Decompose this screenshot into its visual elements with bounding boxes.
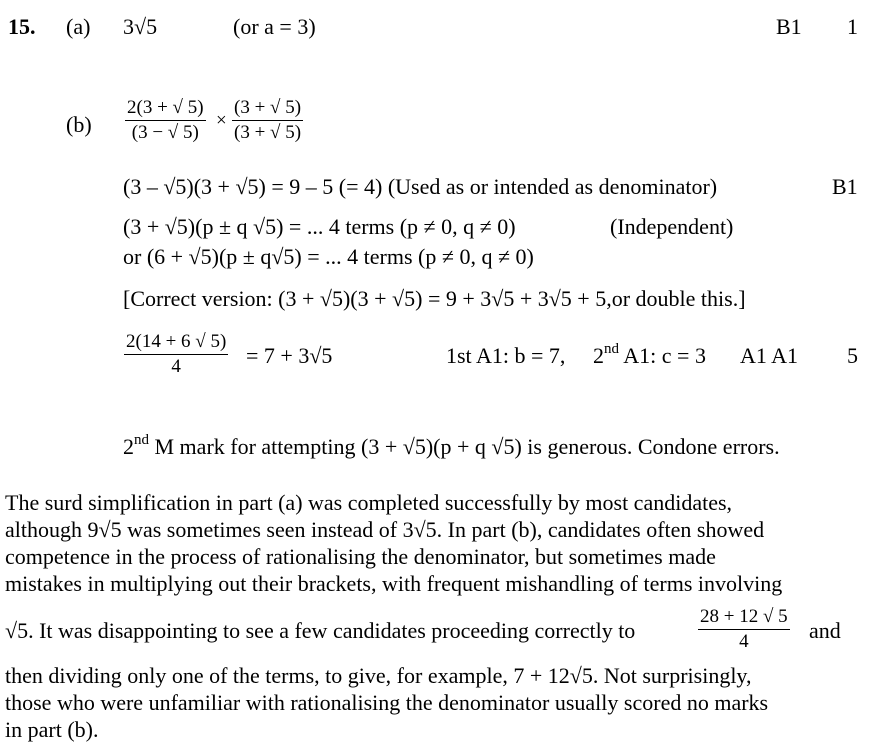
report-fraction-denominator: 4 — [739, 631, 749, 652]
part-a-alt: (or a = 3) — [233, 14, 316, 39]
second-a1-mark — [593, 340, 706, 369]
report-fraction — [698, 606, 790, 653]
report-line-2: although 9√5 was sometimes seen instead of 3√5. In part (b), candidates often showed — [5, 517, 765, 542]
four-terms-line: (3 + √5)(p ± q √5) = ... 4 terms (p ≠ 0, q ≠ 0) — [123, 214, 516, 239]
report-line-3: competence in the process of rationalising the denominator, but sometimes made — [5, 544, 716, 569]
report-line-5: √5. It was disappointing to see a few candidates proceeding correctly to — [5, 618, 636, 643]
part-a-mark: B1 — [776, 14, 802, 39]
part-a-label: (a) — [66, 14, 91, 39]
report-line-5-and: and — [809, 618, 841, 643]
report-line-7: those who were unfamiliar with rationalising the denominator usually scored no marks — [5, 690, 769, 715]
times-sign: × — [216, 110, 227, 131]
part-a-answer: 3√5 — [123, 14, 158, 39]
fraction-2 — [232, 97, 303, 144]
fraction-2-denominator: (3 + √ 5) — [234, 122, 302, 143]
second-a1-post: A1: c = 3 — [619, 343, 706, 368]
note-pre: 2 — [123, 434, 134, 459]
fraction-3-numerator: 2(14 + 6 √ 5) — [124, 331, 228, 355]
note-sup: nd — [134, 431, 149, 448]
fraction-1 — [125, 97, 206, 144]
a1-marks: A1 A1 — [740, 343, 799, 368]
fraction-1-denominator: (3 − √ 5) — [131, 122, 199, 143]
second-a1-sup: nd — [604, 340, 619, 357]
denominator-mark: B1 — [832, 174, 858, 199]
first-a1-mark: 1st A1: b = 7, — [446, 343, 566, 368]
fraction-2-numerator: (3 + √ 5) — [232, 97, 303, 121]
part-a-total: 1 — [847, 14, 858, 39]
report-fraction-numerator: 28 + 12 √ 5 — [698, 606, 790, 630]
denominator-line: (3 – √5)(3 + √5) = 9 – 5 (= 4) (Used as or intended as denominator) — [123, 174, 718, 199]
report-line-6: then dividing only one of the terms, to give, for example, 7 + 12√5. Not surprisingly, — [5, 663, 752, 688]
alternative-line: or (6 + √5)(p ± q√5) = ... 4 terms (p ≠ 0, q ≠ 0) — [123, 244, 534, 269]
fraction-3-denominator: 4 — [171, 356, 181, 377]
fraction-3 — [124, 331, 228, 378]
independent-note: (Independent) — [610, 214, 734, 239]
report-line-8: in part (b). — [5, 717, 99, 742]
second-a1-pre: 2 — [593, 343, 604, 368]
generous-note — [123, 431, 780, 460]
part-b-total: 5 — [847, 343, 858, 368]
correct-version-line: [Correct version: (3 + √5)(3 + √5) = 9 + 3√5 + 3√5 + 5,or double this.] — [123, 286, 746, 311]
simplified-result: = 7 + 3√5 — [246, 343, 333, 368]
part-b-label: (b) — [66, 112, 92, 137]
note-post: M mark for attempting (3 + √5)(p + q √5) is generous. Condone errors. — [149, 434, 780, 459]
report-line-1: The surd simplification in part (a) was completed successfully by most candidates, — [5, 490, 733, 515]
fraction-1-numerator: 2(3 + √ 5) — [125, 97, 206, 121]
report-line-4: mistakes in multiplying out their brackets, with frequent mishandling of terms involving — [5, 571, 783, 596]
question-number: 15. — [8, 14, 36, 39]
